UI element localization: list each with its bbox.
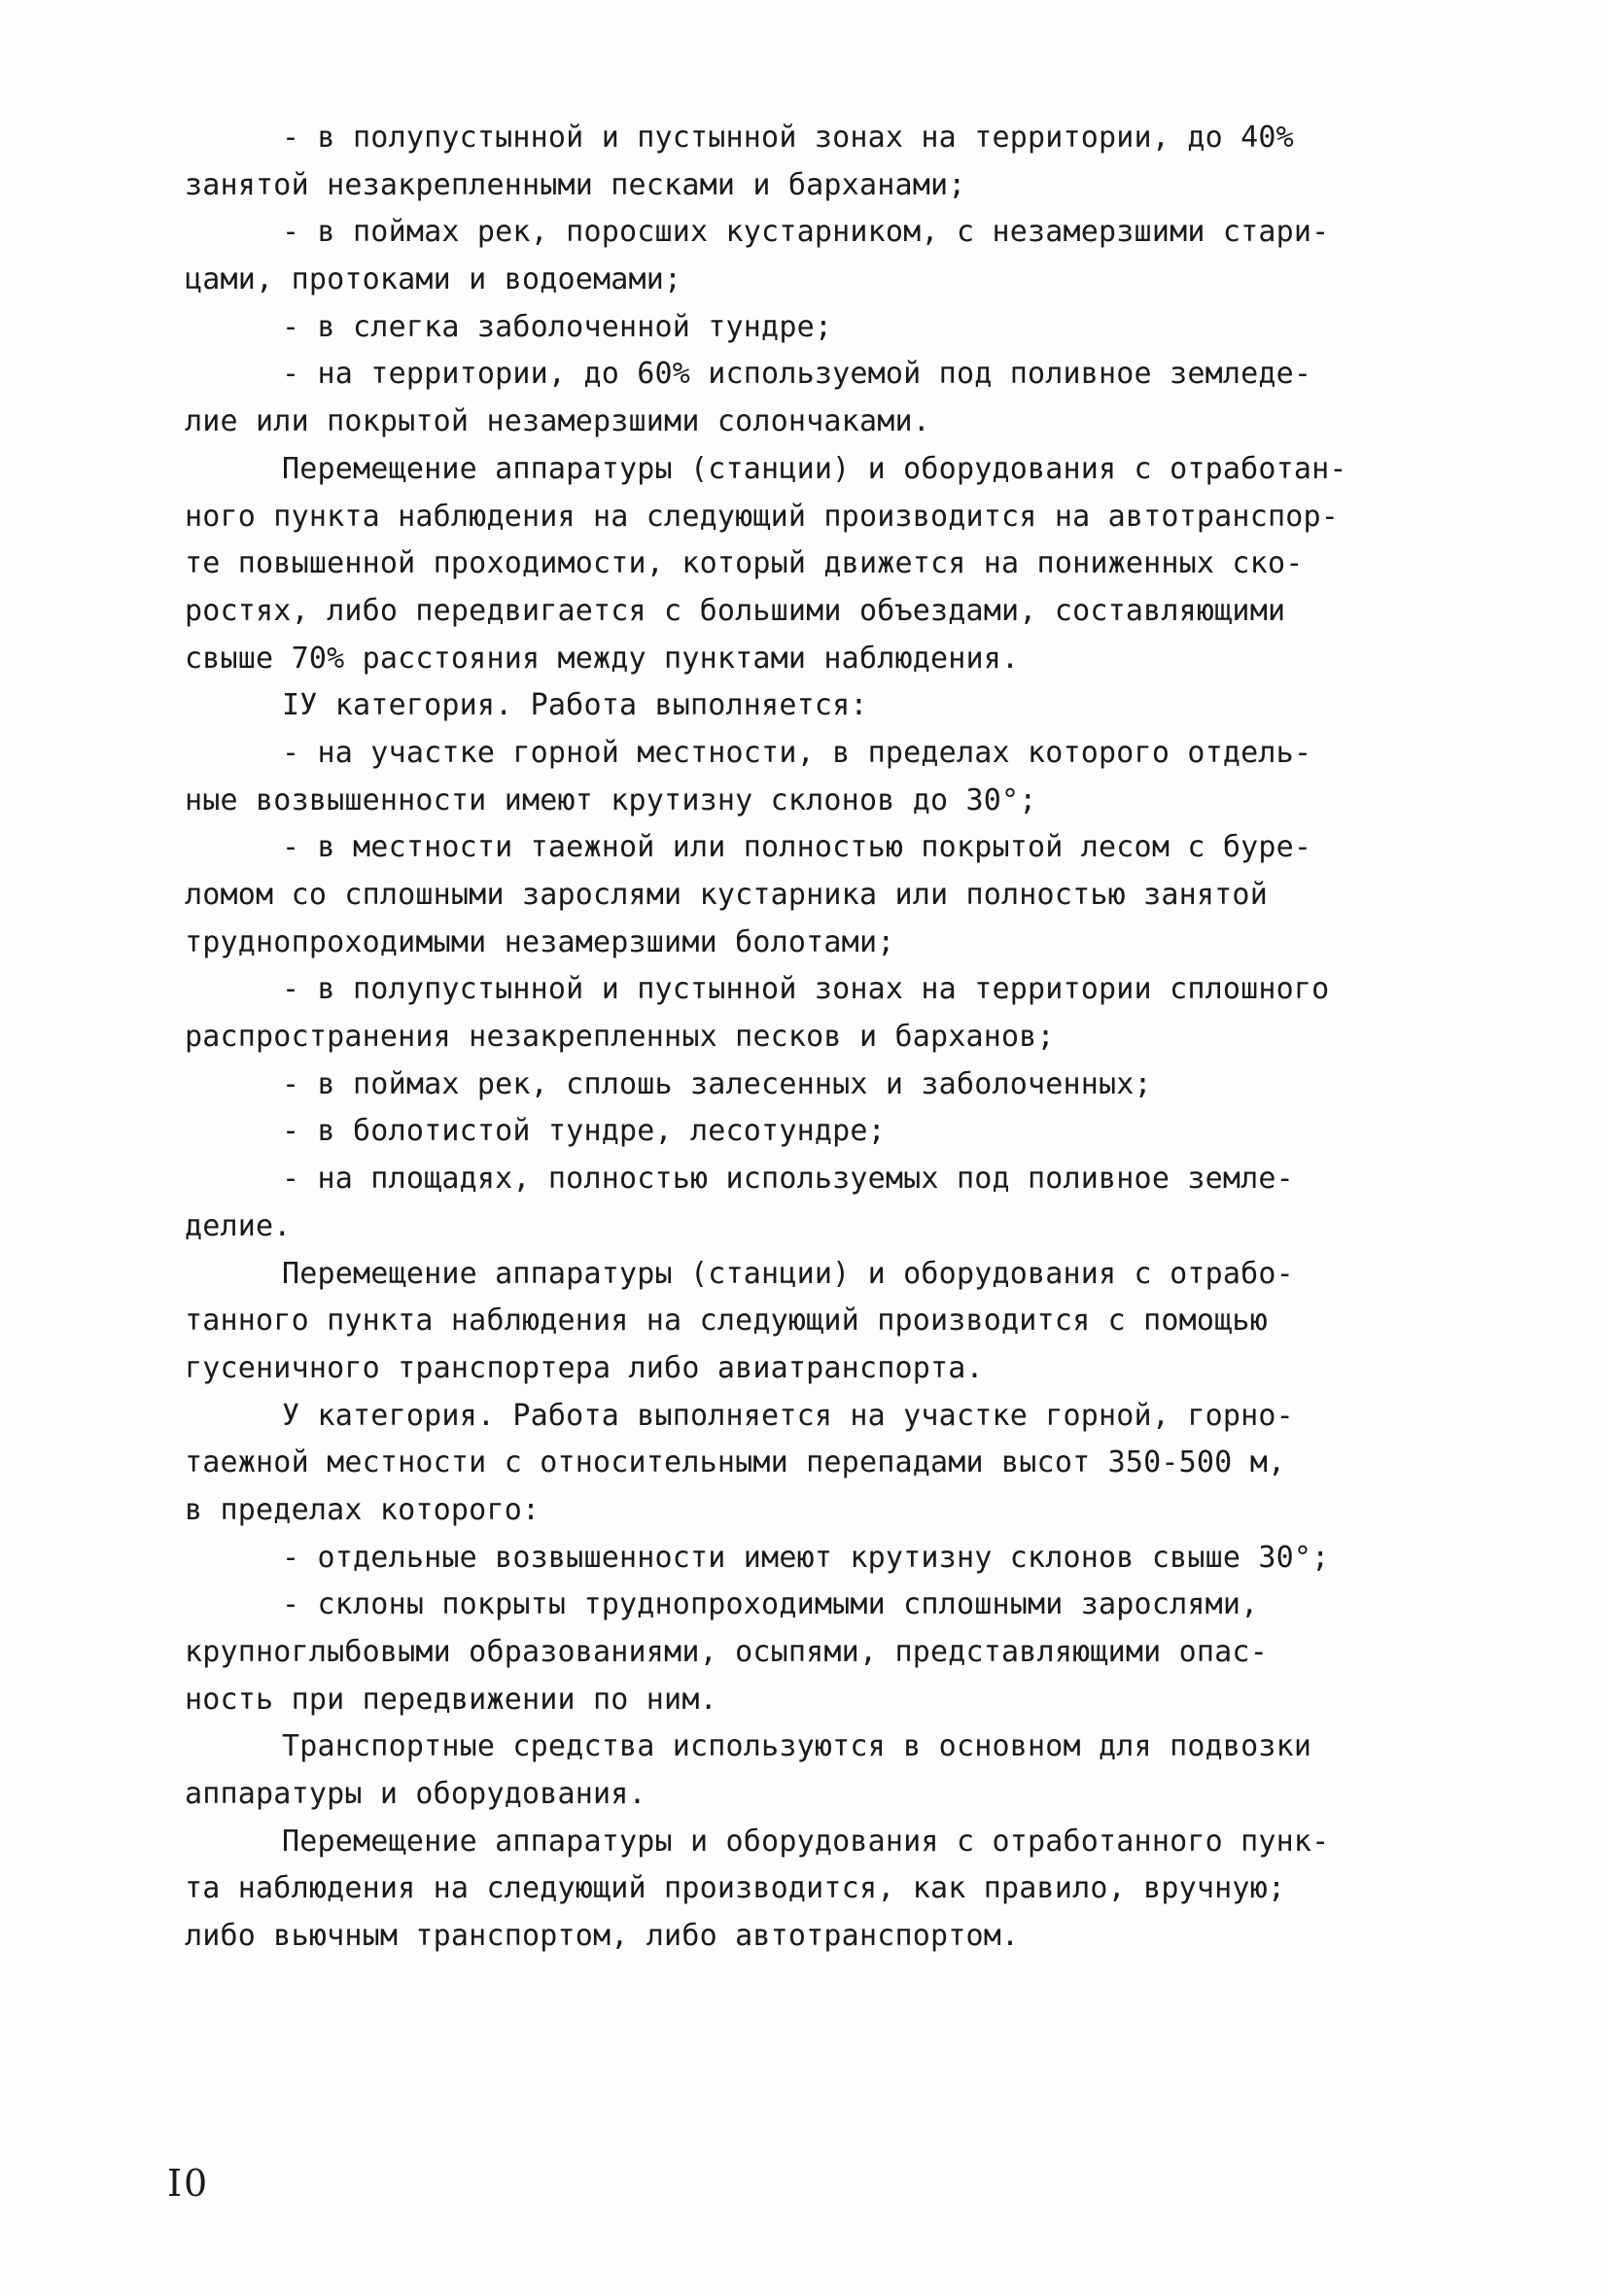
text-line: делие. xyxy=(185,1208,292,1243)
text-line: ного пункта наблюдения на следующий производится на автотранспор- xyxy=(185,499,1339,534)
text-line: таежной местности с относительными перепадами высот 350-500 м, xyxy=(185,1445,1286,1480)
text-line: - в болотистой тундре, лесотундре; xyxy=(282,1114,886,1149)
text-line: Транспортные средства используются в основном для подвозки xyxy=(282,1729,1312,1764)
text-line: ные возвышенности имеют крутизну склонов до 30°; xyxy=(185,783,1037,818)
text-line: Перемещение аппаратуры (станции) и оборудования с отработан- xyxy=(282,451,1347,486)
text-line: - в слегка заболоченной тундре; xyxy=(282,309,833,344)
text-line: - в поймах рек, поросших кустарником, с незамерзшими стари- xyxy=(282,215,1330,250)
text-line: лие или покрытой незамерзшими солончаками. xyxy=(185,404,930,439)
text-line: У категория. Работа выполняется на участке горной, горно- xyxy=(282,1398,1294,1433)
text-line: те повышенной проходимости, который движется на пониженных ско- xyxy=(185,546,1304,581)
text-line: - в полупустынной и пустынной зонах на территории, до 40% xyxy=(282,121,1294,155)
text-line: труднопроходимыми незамерзшими болотами; xyxy=(185,924,895,959)
text-line: - отдельные возвышенности имеют крутизну склонов свыше 30°; xyxy=(282,1540,1330,1575)
text-line: - в поймах рек, сплошь залесенных и заболоченных; xyxy=(282,1066,1152,1101)
text-line: либо вьючным транспортом, либо автотранспортом. xyxy=(185,1919,1020,1954)
text-line: IУ категория. Работа выполняется: xyxy=(282,688,868,723)
text-line: - на площадях, полностью используемых под поливное земле- xyxy=(282,1162,1294,1197)
page-number: I0 xyxy=(167,2162,210,2205)
text-line: - на территории, до 60% используемой под поливное земледе- xyxy=(282,357,1312,392)
text-line: аппаратуры и оборудования. xyxy=(185,1777,646,1812)
text-line: - на участке горной местности, в пределах которого отдель- xyxy=(282,735,1312,770)
text-line: - склоны покрыты труднопроходимыми сплошными зарослями, xyxy=(282,1587,1259,1622)
text-line: Перемещение аппаратуры и оборудования с отработанного пунк- xyxy=(282,1824,1330,1859)
text-line: распространения незакрепленных песков и барханов; xyxy=(185,1020,1055,1055)
text-line: ность при передвижении по ним. xyxy=(185,1682,717,1717)
body-text xyxy=(185,115,1449,1961)
text-line: цами, протоками и водоемами; xyxy=(185,262,682,297)
text-line: крупноглыбовыми образованиями, осыпями, представляющими опас- xyxy=(185,1635,1268,1669)
text-line: гусеничного транспортера либо авиатранспорта. xyxy=(185,1350,984,1385)
text-line: - в местности таежной или полностью покрытой лесом с буре- xyxy=(282,830,1312,865)
text-line: танного пункта наблюдения на следующий производится с помощью xyxy=(185,1304,1268,1339)
text-line: свыше 70% расстояния между пунктами наблюдения. xyxy=(185,641,1020,676)
text-line: занятой незакрепленными песками и барханами; xyxy=(185,167,966,202)
text-line: та наблюдения на следующий производится, как правило, вручную; xyxy=(185,1871,1286,1906)
text-line: ростях, либо передвигается с большими объездами, составляющими xyxy=(185,593,1286,628)
text-line: ломом со сплошными зарослями кустарника или полностью занятой xyxy=(185,878,1268,912)
text-line: в пределах которого: xyxy=(185,1492,541,1527)
text-line: Перемещение аппаратуры (станции) и оборудования с отрабо- xyxy=(282,1256,1294,1291)
text-line: - в полупустынной и пустынной зонах на территории сплошного xyxy=(282,972,1330,1007)
